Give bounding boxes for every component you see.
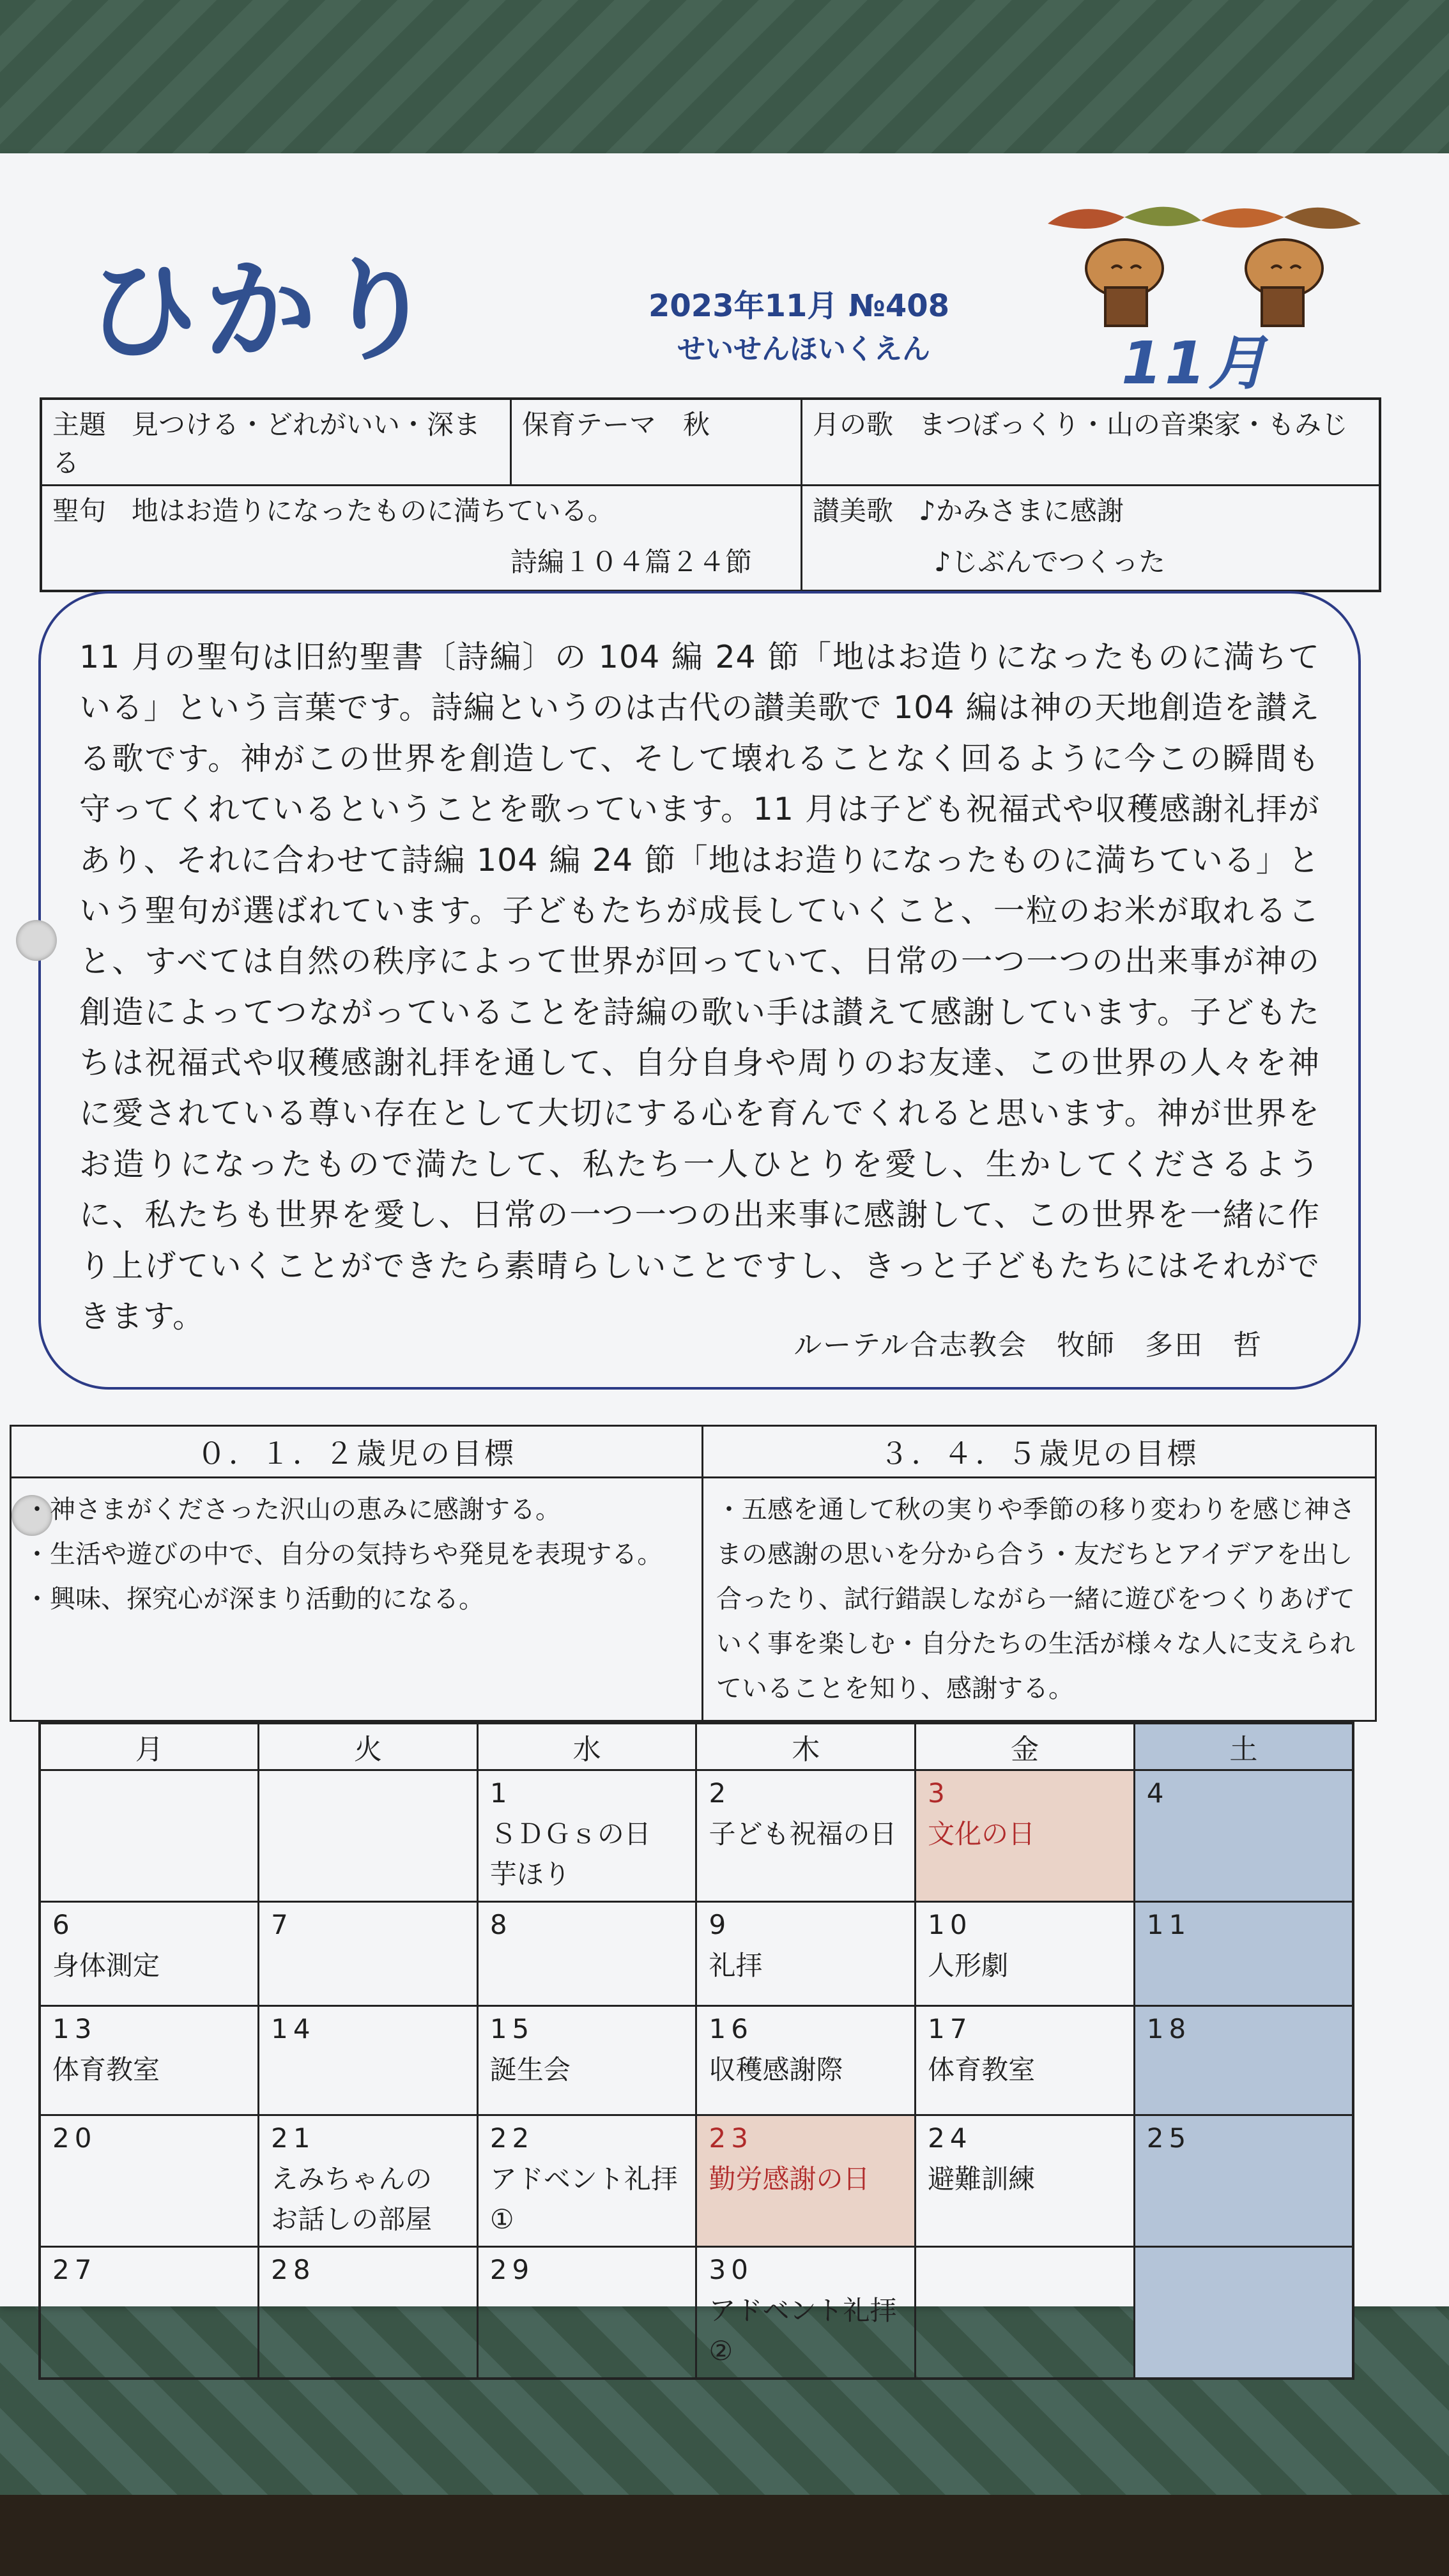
- day-number: 21: [271, 2122, 316, 2154]
- day-event: 避難訓練: [928, 2163, 1036, 2195]
- goals-young-heading: ０．１．２歳児の目標: [11, 1426, 703, 1478]
- hymn-1: ♪かみさまに感謝: [919, 495, 1124, 526]
- leaf-shape: [1201, 208, 1284, 227]
- calendar-week-row: [40, 2247, 1353, 2379]
- day-number: 8: [489, 1909, 512, 1940]
- calendar-day-cell: [477, 1902, 696, 2006]
- calendar-day-cell: [477, 1770, 696, 1902]
- calendar-day-cell: [696, 1770, 916, 1902]
- day-number: 2: [709, 1777, 732, 1809]
- goal-item: ・ 興味、探究心が深まり活動的になる。: [24, 1577, 689, 1621]
- day-event: アドベント礼拝①: [489, 2163, 678, 2235]
- day-number: 15: [489, 2013, 535, 2044]
- day-number: 1: [489, 1777, 512, 1809]
- month-heading: 11月: [1121, 329, 1270, 397]
- song-label: 月の歌: [813, 409, 894, 440]
- calendar-day-cell: [477, 2115, 696, 2247]
- school-name: せいせんほいくえん: [677, 333, 930, 365]
- song-cell: [802, 399, 1381, 486]
- calendar-day-cell: [259, 1770, 478, 1902]
- calendar-day-cell: [696, 2115, 916, 2247]
- weekday-header: 水: [477, 1723, 696, 1770]
- day-event: ＳＤＧｓの日: [489, 1818, 651, 1850]
- weekday-header: 火: [259, 1723, 478, 1770]
- theme-label: 主題: [52, 409, 107, 440]
- day-event: 礼拝: [709, 1950, 763, 1981]
- floor: [0, 2495, 1449, 2576]
- theme-cell: [41, 399, 511, 486]
- calendar-week-row: [40, 2115, 1353, 2247]
- calendar-body: [40, 1770, 1353, 2379]
- day-number: 27: [52, 2254, 97, 2285]
- day-number: 24: [928, 2122, 972, 2154]
- leaf-shape: [1284, 208, 1361, 229]
- day-number: 17: [928, 2013, 972, 2044]
- hymn-label: 讃美歌: [813, 495, 894, 526]
- monthly-calendar: [38, 1722, 1354, 2380]
- day-number: 22: [489, 2122, 535, 2154]
- leaf-shape: [1048, 209, 1124, 229]
- calendar-day-cell: [916, 2006, 1135, 2115]
- goals-young-list: [24, 1487, 689, 1621]
- goals-older-text: ・ 五感を通して秋の実りや季節の移り変わりを感じ神さまの感謝の思いを分から合う・友だちとアイデアを出し合ったり、試行錯誤しながら一緒に遊びをつくりあげていく事を楽しむ・自分たちの生活が様々な人に支えられていることを知り、感謝する。: [716, 1487, 1362, 1711]
- goals-older-cell: [703, 1478, 1376, 1721]
- day-event: えみちゃんの: [271, 2163, 433, 2195]
- calendar-day-cell: [259, 2115, 478, 2247]
- calendar-day-cell: [40, 2006, 259, 2115]
- goal-item: ・ 神さまがくださった沢山の恵みに感謝する。: [24, 1487, 689, 1532]
- calendar-day-cell: [40, 2247, 259, 2379]
- song-value: まつぼっくり・山の音楽家・もみじ: [919, 409, 1349, 440]
- verse-text: 地はお造りになったものに満ちている。: [132, 495, 615, 526]
- theme-table: [40, 397, 1381, 592]
- day-number: 16: [709, 2013, 753, 2044]
- calendar-day-cell: [259, 2247, 478, 2379]
- calendar-week-row: [40, 1770, 1353, 1902]
- calendar-day-cell: [1134, 2247, 1353, 2379]
- verse-label: 聖句: [52, 495, 107, 526]
- goal-item: ・ 生活や遊びの中で、自分の気持ちや発見を表現する。: [24, 1532, 689, 1577]
- calendar-day-cell: [40, 2115, 259, 2247]
- day-event: 人形劇: [928, 1950, 1009, 1981]
- calendar-day-cell: [477, 2247, 696, 2379]
- care-theme-cell: 保育テーマ 秋: [511, 399, 802, 486]
- calendar-day-cell: [916, 2115, 1135, 2247]
- calendar-day-cell: [1134, 1902, 1353, 2006]
- calendar-week-row: [40, 1902, 1353, 2006]
- day-event: 勤労感謝の日: [709, 2163, 870, 2195]
- issue-number: 2023年11月 №408: [648, 288, 950, 324]
- calendar-day-cell: [696, 1902, 916, 2006]
- day-event: お話しの部屋: [271, 2204, 433, 2235]
- goals-young-cell: [11, 1478, 703, 1721]
- verse-cell: [41, 486, 802, 592]
- punch-hole: [16, 920, 57, 961]
- day-number: 7: [271, 1909, 293, 1940]
- calendar-day-cell: [40, 1770, 259, 1902]
- calendar-week-row: [40, 2006, 1353, 2115]
- day-number: 18: [1146, 2013, 1192, 2044]
- day-event: 文化の日: [928, 1818, 1036, 1850]
- calendar-day-cell: [1134, 2115, 1353, 2247]
- hymn-2: ♪じぶんでつくった: [934, 546, 1165, 578]
- newsletter-page: [0, 153, 1449, 2366]
- day-number: 11: [1146, 1909, 1192, 1940]
- day-number: 6: [52, 1909, 75, 1940]
- theme-value: 見つける・どれがいい・深まる: [52, 409, 481, 479]
- calendar-day-cell: [916, 1770, 1135, 1902]
- calendar-day-cell: [916, 2247, 1135, 2379]
- day-number: 20: [52, 2122, 97, 2154]
- day-number: 25: [1146, 2122, 1192, 2154]
- goals-table: [10, 1425, 1377, 1722]
- goals-older-heading: ３．４．５歳児の目標: [703, 1426, 1376, 1478]
- pastor-message-box: [38, 591, 1361, 1390]
- day-number: 10: [928, 1909, 972, 1940]
- hymn-cell: [802, 486, 1381, 592]
- calendar-day-cell: [916, 1902, 1135, 2006]
- calendar-day-cell: [696, 2006, 916, 2115]
- day-number: 28: [271, 2254, 316, 2285]
- weekday-header: 土: [1134, 1723, 1353, 1770]
- acorn-illustration: [1029, 198, 1374, 332]
- day-number: 23: [709, 2122, 753, 2154]
- calendar-day-cell: [477, 2006, 696, 2115]
- day-number: 30: [709, 2254, 753, 2285]
- weekday-header: 金: [916, 1723, 1135, 1770]
- day-number: 3: [928, 1777, 950, 1809]
- day-event: 収穫感謝際: [709, 2054, 843, 2085]
- day-number: 14: [271, 2013, 316, 2044]
- calendar-day-cell: [40, 1902, 259, 2006]
- day-event: 誕生会: [489, 2054, 571, 2085]
- calendar-day-cell: [259, 2006, 478, 2115]
- verse-reference: 詩編１０４篇２４節: [510, 546, 752, 578]
- pastor-message-text: 11 月の聖句は旧約聖書〔詩編〕の 104 編 24 節「地はお造りになったものに満ちている」という言葉です。詩編というのは古代の讃美歌で 104 編は神の天地創造を讃える歌です。神がこの世界を創造して、そして壊れることなく回るように今この瞬間も守ってくれているということを歌っています。11 月は子ども祝福式や収穫感謝礼拝があり、それに合わせて詩編 104 編 24 節「地はお造りになったものに満ちている」という聖句が選ばれています。子どもたちが成長していくこと、一粒のお米が取れること、すべては自然の秩序によって世界が回っていて、日常の一つ一つの出来事が神の創造によってつながっていることを詩編の歌い手は讃えて感謝しています。子どもたちは祝福式や収穫感謝礼拝を通して、自分自身や周りのお友達、この世界の人々を神に愛されている尊い存在として大切にする心を育んでくれると思います。神が世界をお造りになったもので満たして、私たち一人ひとりを愛し、生かしてくださるように、私たちも世界を愛し、日常の一つ一つの出来事に感謝して、この世界を一緒に作り上げていくことができたら素晴らしいことですし、きっと子どもたちにはそれができます。: [79, 639, 1320, 1335]
- day-event: 体育教室: [928, 2054, 1036, 2085]
- day-event: 体育教室: [52, 2054, 160, 2085]
- day-event: 身体測定: [52, 1950, 160, 1981]
- weekday-header: 月: [40, 1723, 259, 1770]
- calendar-day-cell: [1134, 2006, 1353, 2115]
- day-event: アドベント礼拝②: [709, 2295, 897, 2366]
- day-number: 13: [52, 2013, 97, 2044]
- day-event: 子ども祝福の日: [709, 1818, 897, 1850]
- weekday-header: 木: [696, 1723, 916, 1770]
- leaf-shape: [1124, 207, 1201, 226]
- day-number: 9: [709, 1909, 732, 1940]
- calendar-day-cell: [696, 2247, 916, 2379]
- day-event: 芋ほり: [489, 1859, 571, 1890]
- tablecloth-top: [0, 0, 1449, 160]
- pastor-signature: ルーテル合志教会 牧師 多田 哲: [793, 1329, 1262, 1361]
- calendar-day-cell: [1134, 1770, 1353, 1902]
- newsletter-title: ひかり: [86, 247, 441, 376]
- calendar-day-cell: [259, 1902, 478, 2006]
- day-number: 4: [1146, 1777, 1169, 1809]
- day-number: 29: [489, 2254, 535, 2285]
- acorn-eyes: [1112, 266, 1301, 268]
